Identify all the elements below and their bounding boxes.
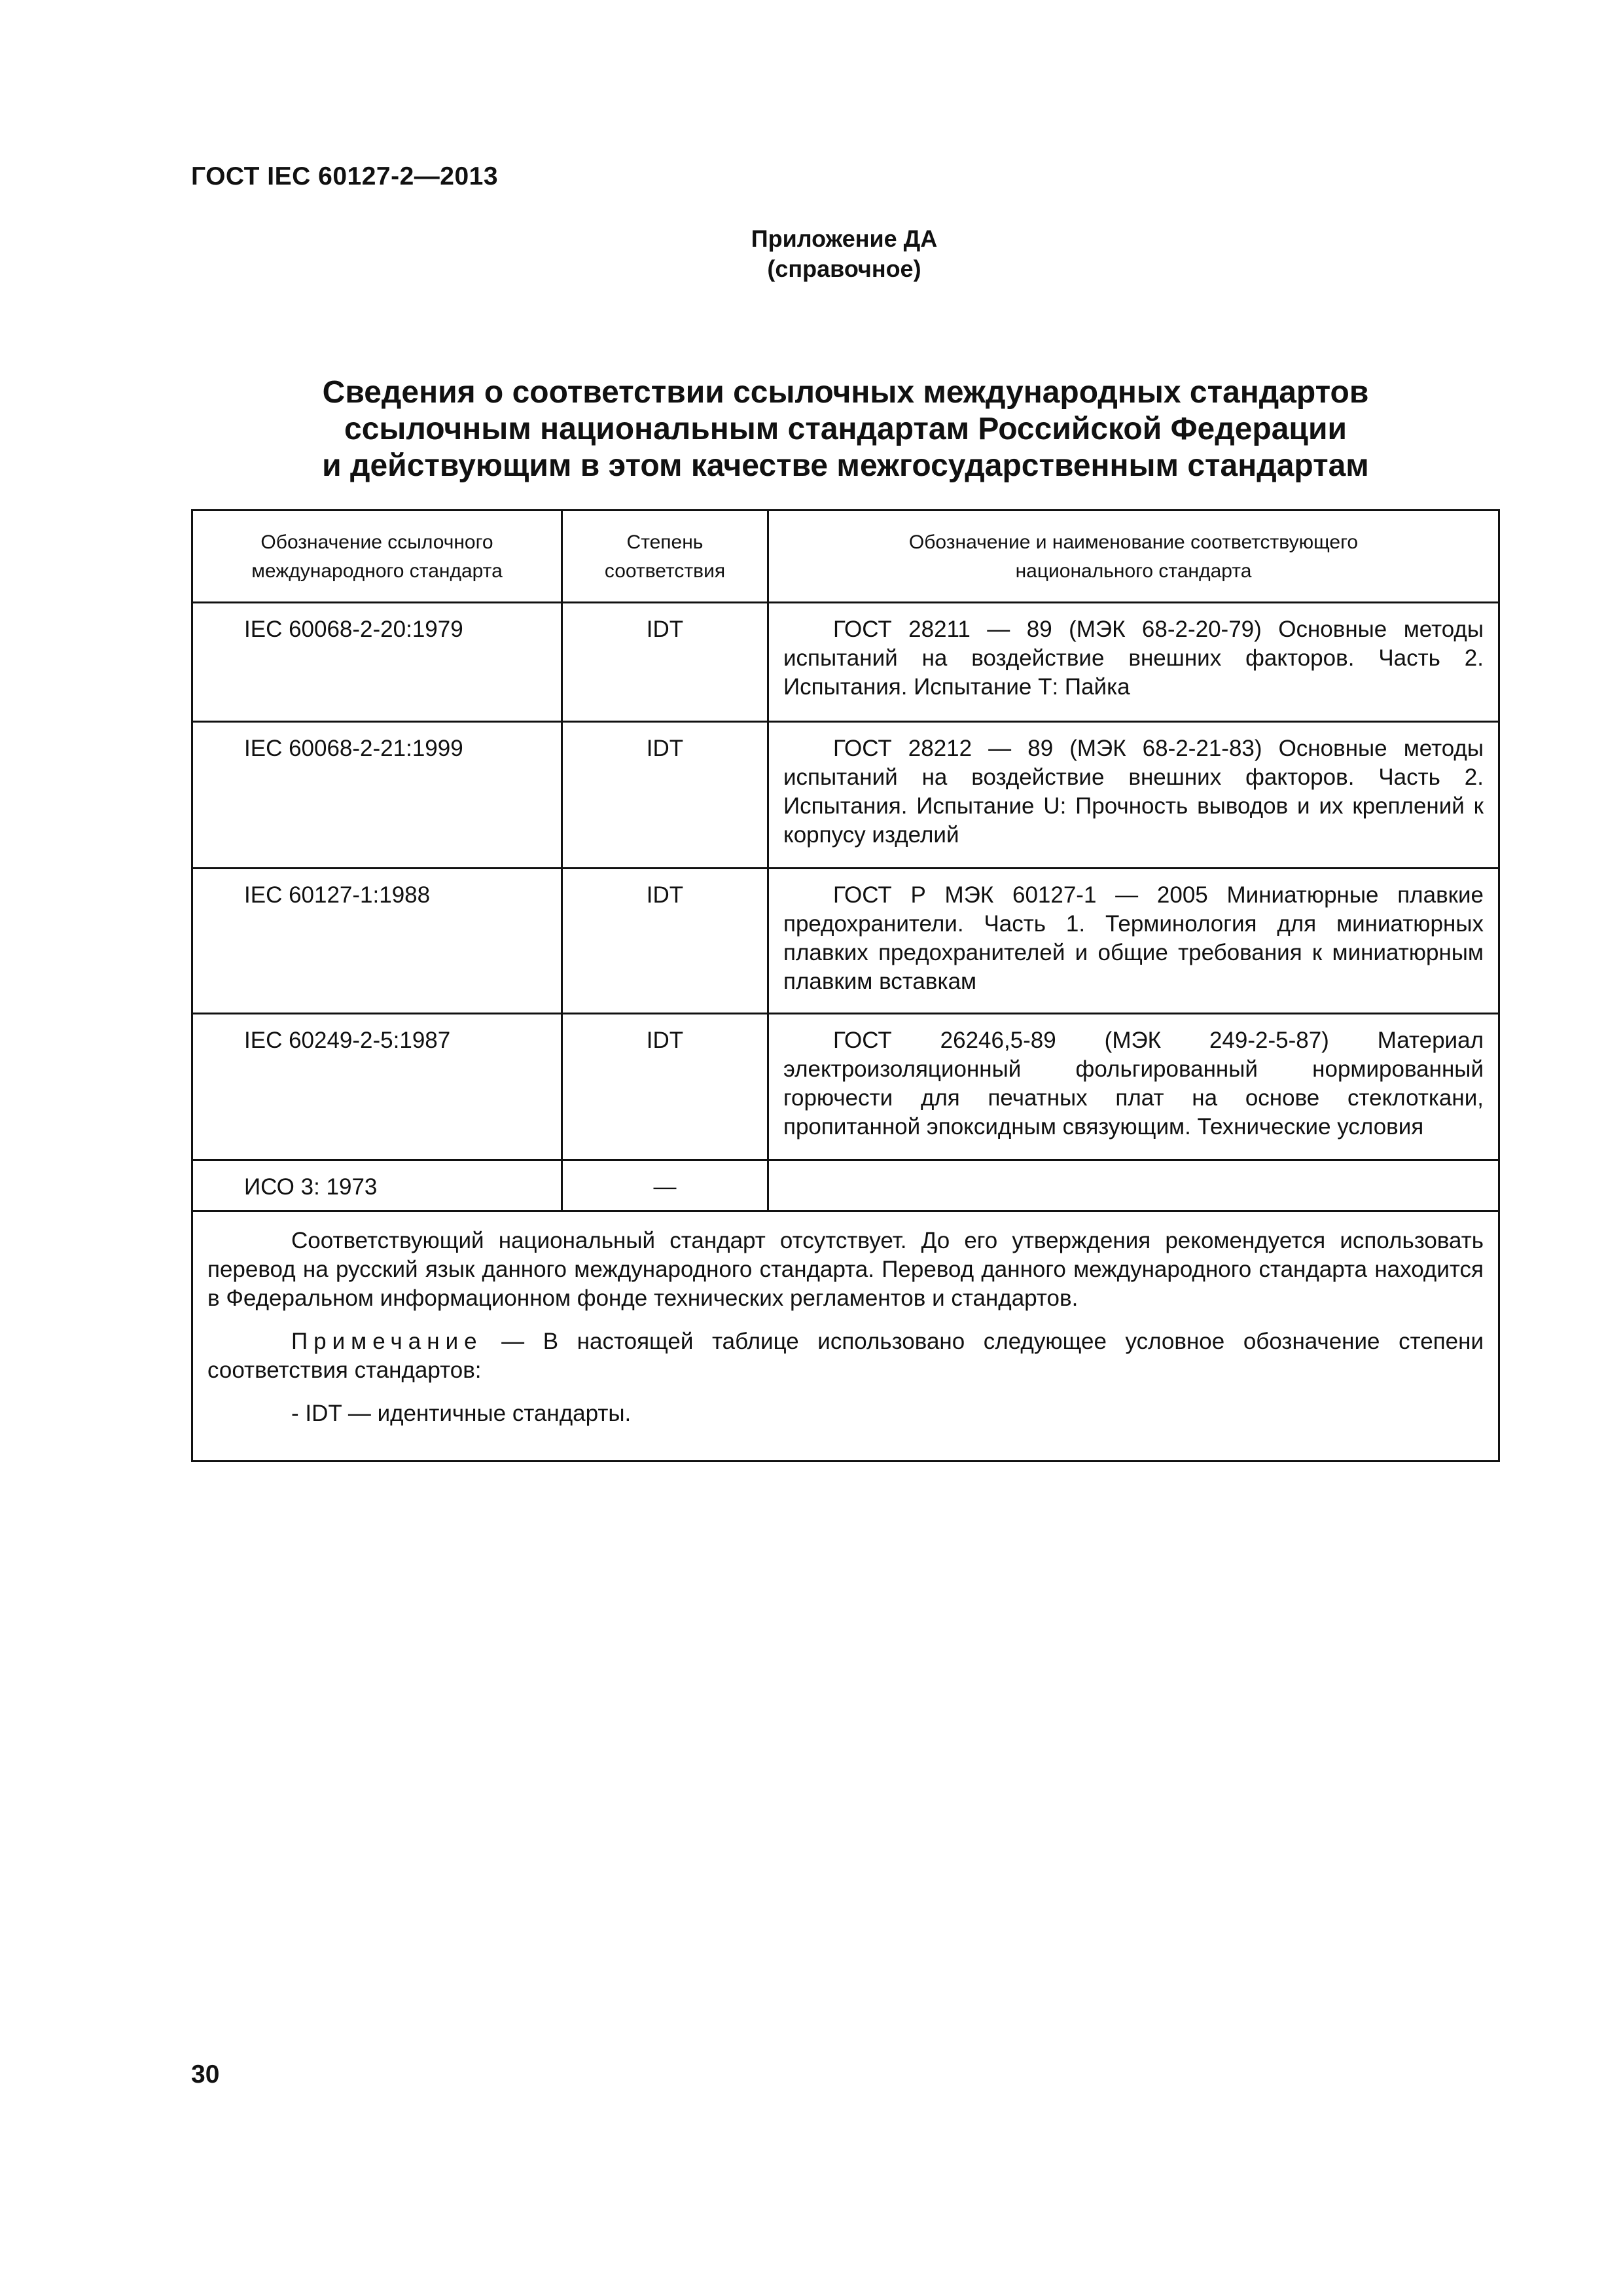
appendix-label: Приложение ДА: [751, 225, 938, 252]
note-paragraph: [207, 1327, 1484, 1385]
table-row: [193, 601, 1498, 721]
absence-note: Соответствующий национальный стандарт отсутствует. До его утверждения рекомендуется использовать перевод на русский язык данного международного стандарта. Перевод данного международного стандарта находится в Федеральном информационном фонде технических регламентов и стандартов.: [207, 1228, 1484, 1311]
document-code: ГОСТ IEC 60127-2—2013: [191, 162, 499, 190]
degree-of-correspondence: IDT: [563, 723, 769, 867]
legend-idt: - IDT — идентичные стандарты.: [291, 1401, 632, 1426]
table-row: [193, 867, 1498, 1013]
note-text: — В настоящей таблице использовано следующее условное обозначение степени соответствия стандартов:: [207, 1329, 1484, 1383]
note-label: Примечание: [291, 1329, 483, 1354]
header-reference-standard: Обозначение ссылочного международного стандарта: [193, 511, 563, 601]
national-standard: ГОСТ 28212 — 89 (МЭК 68-2-21-83) Основные методы испытаний на воздействие внешних факторов. Часть 2. Испытания. Испытание U: Прочность выводов и их креплений к корпусу изделий: [783, 736, 1484, 848]
national-standard: [769, 1161, 1498, 1210]
appendix-heading: [589, 224, 1099, 284]
degree-of-correspondence: IDT: [563, 869, 769, 1013]
table-row: [193, 1159, 1498, 1210]
degree-of-correspondence: IDT: [563, 1014, 769, 1159]
table-row: [193, 721, 1498, 867]
header-national-standard: Обозначение и наименование соответствующего национального стандарта: [908, 531, 1359, 582]
reference-standard: IEC 60068-2-21:1999: [193, 723, 563, 867]
appendix-type: (справочное): [767, 255, 921, 282]
reference-standard: IEC 60127-1:1988: [193, 869, 563, 1013]
table-notes: [193, 1210, 1498, 1443]
reference-standard: IEC 60249-2-5:1987: [193, 1014, 563, 1159]
correspondence-table: [191, 509, 1500, 1462]
appendix-title: [191, 374, 1500, 484]
degree-of-correspondence: —: [563, 1161, 769, 1210]
reference-standard: IEC 60068-2-20:1979: [193, 603, 563, 721]
national-standard: ГОСТ Р МЭК 60127-1 — 2005 Миниатюрные плавкие предохранители. Часть 1. Терминология для миниатюрных плавких предохранителей и общие требования к миниатюрным плавким вставкам: [783, 882, 1484, 994]
table-header-row: [193, 511, 1498, 601]
title-line-2: ссылочным национальным стандартам Российской Федерации: [344, 412, 1347, 446]
page-number: 30: [191, 2060, 220, 2089]
national-standard: ГОСТ 28211 — 89 (МЭК 68-2-20-79) Основные методы испытаний на воздействие внешних факторов. Часть 2. Испытания. Испытание Т: Пайка: [783, 617, 1484, 700]
table-row: [193, 1013, 1498, 1159]
header-degree: Степень соответствия: [563, 511, 769, 601]
reference-standard: ИСО 3: 1973: [193, 1161, 563, 1210]
national-standard: ГОСТ 26246,5-89 (МЭК 249-2-5-87) Материал электроизоляционный фольгированный нормированный горючести для печатных плат на основе стеклоткани, пропитанной эпоксидным связующим. Технические условия: [783, 1028, 1484, 1139]
degree-of-correspondence: IDT: [563, 603, 769, 721]
title-line-3: и действующим в этом качестве межгосударственным стандартам: [322, 448, 1369, 483]
title-line-1: Сведения о соответствии ссылочных международных стандартов: [322, 375, 1369, 410]
